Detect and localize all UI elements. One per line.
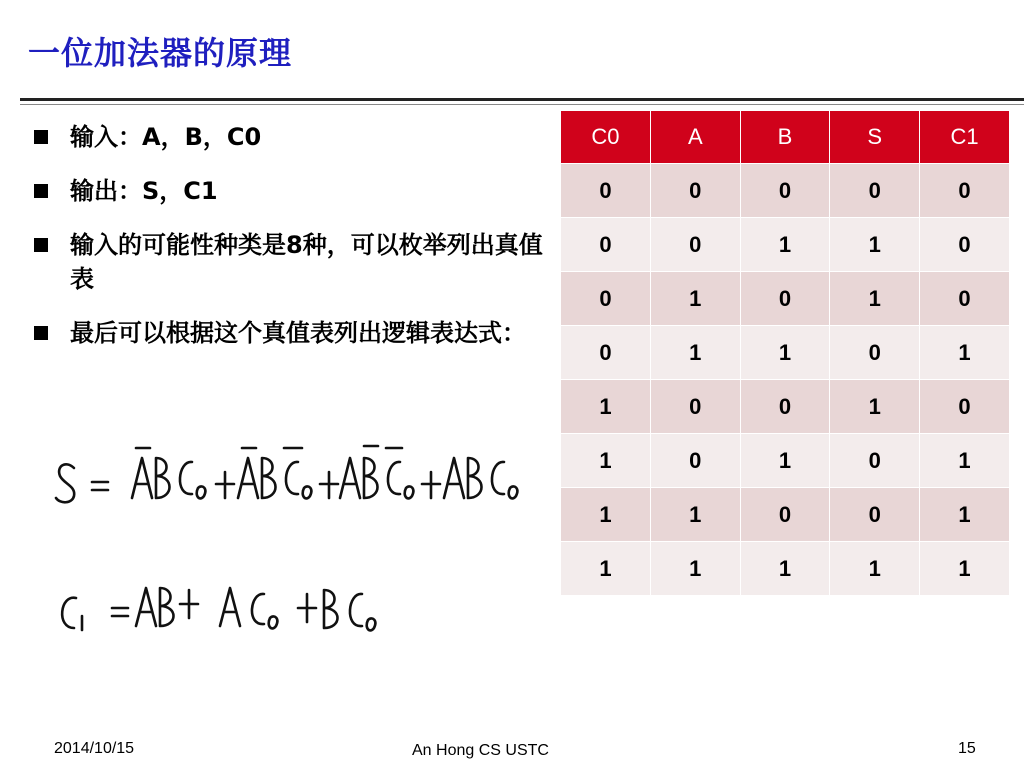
bullet-item [34,174,544,208]
table-header-row [561,111,1010,164]
bullet-text: 输入的可能性种类是8种，可以枚举列出真值表 [70,231,543,293]
table-cell: 1 [561,542,651,596]
column-header: C0 [561,111,651,164]
bullet-item [34,228,544,296]
table-cell: 0 [920,218,1010,272]
table-row [561,164,1010,218]
bullet-text: 输出：S，C1 [70,177,218,205]
truth-table [560,110,1010,596]
table-cell: 1 [830,272,920,326]
table-cell: 0 [561,164,651,218]
table-cell: 0 [650,380,740,434]
table-cell: 1 [650,272,740,326]
square-bullet-icon [34,238,48,252]
table-cell: 1 [830,218,920,272]
square-bullet-icon [34,326,48,340]
table-cell: 0 [740,164,830,218]
table-cell: 1 [650,542,740,596]
bullet-text: 最后可以根据这个真值表列出逻辑表达式： [70,319,526,347]
square-bullet-icon [34,130,48,144]
table-row [561,542,1010,596]
column-header: S [830,111,920,164]
table-cell: 1 [740,542,830,596]
table-cell: 1 [920,488,1010,542]
column-header: C1 [920,111,1010,164]
table-cell: 1 [830,380,920,434]
table-cell: 1 [650,488,740,542]
table-row [561,272,1010,326]
table-cell: 1 [740,434,830,488]
table-row [561,380,1010,434]
table-cell: 0 [830,488,920,542]
bullet-item [34,120,544,154]
table-cell: 0 [920,380,1010,434]
table-cell: 1 [920,326,1010,380]
table-cell: 0 [561,218,651,272]
table-cell: 0 [561,326,651,380]
table-cell: 1 [561,488,651,542]
column-header: A [650,111,740,164]
table-cell: 1 [740,218,830,272]
footer-author: An Hong CS USTC [412,742,549,759]
table-row [561,488,1010,542]
table-cell: 0 [740,380,830,434]
table-row [561,434,1010,488]
table-cell: 1 [740,326,830,380]
title-divider [20,98,1024,101]
table-cell: 1 [920,434,1010,488]
table-row [561,218,1010,272]
table-cell: 1 [561,380,651,434]
title-divider-thin [20,104,1024,105]
footer-date: 2014/10/15 [54,740,135,757]
table-cell: 0 [650,218,740,272]
table-cell: 0 [740,272,830,326]
page-number: 15 [958,740,976,757]
slide-title: 一位加法器的原理 [28,34,293,72]
column-header: B [740,111,830,164]
table-cell: 1 [561,434,651,488]
table-cell: 0 [561,272,651,326]
table-cell: 1 [830,542,920,596]
bullet-list [34,120,544,370]
table-row [561,326,1010,380]
handwritten-formulas-image [52,432,532,662]
table-cell: 0 [830,326,920,380]
table-cell: 0 [830,434,920,488]
bullet-text: 输入：A，B，C0 [70,123,262,151]
table-cell: 1 [650,326,740,380]
table-cell: 0 [920,272,1010,326]
table-cell: 0 [740,488,830,542]
bullet-item [34,316,544,350]
table-cell: 0 [650,434,740,488]
table-cell: 1 [920,542,1010,596]
table-cell: 0 [830,164,920,218]
table-cell: 0 [920,164,1010,218]
table-cell: 0 [650,164,740,218]
square-bullet-icon [34,184,48,198]
